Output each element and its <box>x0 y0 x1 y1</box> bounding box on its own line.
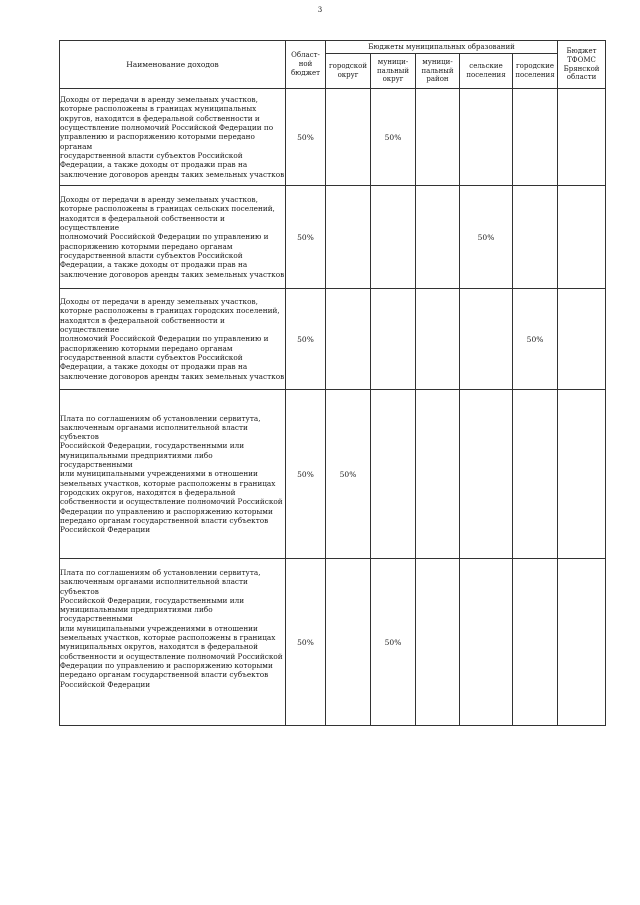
header-municipal-group: Бюджеты муниципальных образований <box>326 41 558 54</box>
cell-rural: 50% <box>460 186 513 289</box>
cell-tfoms <box>558 186 606 289</box>
cell-rural <box>460 390 513 559</box>
cell-municipal-district <box>416 390 460 559</box>
cell-municipal-district <box>416 559 460 726</box>
cell-municipal-okrug <box>371 390 416 559</box>
cell-tfoms <box>558 559 606 726</box>
cell-city-district <box>326 89 371 186</box>
row-description: Доходы от передачи в аренду земельных участков, которые расположены в границах муниципальных округов, находятся в федеральной собственности и осуществление полномочий Российской Федерации по управлению и распоряжению которыми передано органам государственной власти субъектов Российской Федерации, а также доходы от продажи прав на заключение договоров аренды таких земельных участков <box>60 89 286 186</box>
cell-urban <box>513 186 558 289</box>
table-row <box>60 289 606 390</box>
table-row <box>60 186 606 289</box>
row-description: Плата по соглашениям об установлении сервитута, заключенным органами исполнительной власти субъектов Российской Федерации, государственными или муниципальными предприятиями либо государственными или муниципальными учреждениями в отношении земельных участков, которые расположены в границах муниципальных округов, находятся в федеральной собственности и осуществление полномочий Российской Федерации по управлению и распоряжению которыми передано органам государственной власти субъектов Российской Федерации <box>60 559 286 726</box>
cell-urban <box>513 89 558 186</box>
cell-rural <box>460 89 513 186</box>
cell-regional: 50% <box>286 559 326 726</box>
cell-tfoms <box>558 289 606 390</box>
cell-urban <box>513 390 558 559</box>
cell-city-district <box>326 559 371 726</box>
cell-regional: 50% <box>286 390 326 559</box>
row-description: Плата по соглашениям об установлении сервитута, заключенным органами исполнительной власти субъектов Российской Федерации, государственными или муниципальными предприятиями либо государственными или муниципальными учреждениями в отношении земельных участков, которые расположены в границах городских округов, находятся в федеральной собственности и осуществление полномочий Российской Федерации по управлению и распоряжению которыми передано органам государственной власти субъектов Российской Федерации <box>60 390 286 559</box>
cell-urban <box>513 559 558 726</box>
cell-municipal-district <box>416 89 460 186</box>
revenue-distribution-table <box>59 40 606 726</box>
cell-tfoms <box>558 390 606 559</box>
cell-municipal-okrug: 50% <box>371 559 416 726</box>
cell-regional: 50% <box>286 186 326 289</box>
cell-tfoms <box>558 89 606 186</box>
cell-rural <box>460 559 513 726</box>
cell-regional: 50% <box>286 89 326 186</box>
header-municipal-okrug: муници- пальный округ <box>371 54 416 89</box>
header-urban: городские поселения <box>513 54 558 89</box>
row-description: Доходы от передачи в аренду земельных участков, которые расположены в границах сельских поселений, находятся в федеральной собственности и осуществление полномочий Российской Федерации по управлению и распоряжению которыми передано органам государственной власти субъектов Российской Федерации, а также доходы от продажи прав на заключение договоров аренды таких земельных участков <box>60 186 286 289</box>
header-regional: Област- ной бюджет <box>286 41 326 89</box>
header-city-district: городской округ <box>326 54 371 89</box>
page-number: 3 <box>317 6 323 14</box>
cell-city-district <box>326 186 371 289</box>
cell-urban: 50% <box>513 289 558 390</box>
cell-city-district: 50% <box>326 390 371 559</box>
cell-municipal-okrug: 50% <box>371 89 416 186</box>
row-description: Доходы от передачи в аренду земельных участков, которые расположены в границах городских поселений, находятся в федеральной собственности и осуществление полномочий Российской Федерации по управлению и распоряжению которыми передано органам государственной власти субъектов Российской Федерации, а также доходы от продажи прав на заключение договоров аренды таких земельных участков <box>60 289 286 390</box>
header-municipal-district: муници- пальный район <box>416 54 460 89</box>
table-row <box>60 89 606 186</box>
table-row <box>60 390 606 559</box>
cell-municipal-district <box>416 289 460 390</box>
cell-rural <box>460 289 513 390</box>
cell-city-district <box>326 289 371 390</box>
table-row <box>60 559 606 726</box>
cell-municipal-okrug <box>371 186 416 289</box>
cell-municipal-okrug <box>371 289 416 390</box>
header-name: Наименование доходов <box>60 41 286 89</box>
cell-regional: 50% <box>286 289 326 390</box>
header-tfoms: Бюджет ТФОМС Брянской области <box>558 41 606 89</box>
header-rural: сельские поселения <box>460 54 513 89</box>
cell-municipal-district <box>416 186 460 289</box>
